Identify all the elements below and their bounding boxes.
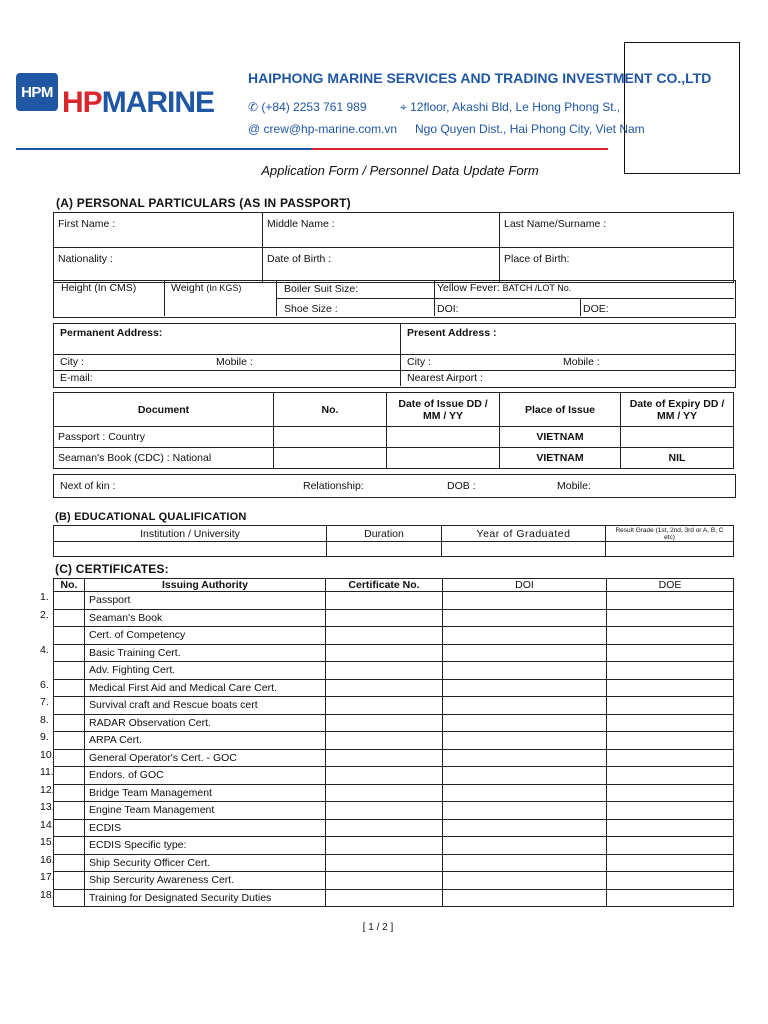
- cert-doi-cell[interactable]: [443, 732, 607, 750]
- cert-header-no: No.: [54, 579, 85, 592]
- company-logo-mark: HPM: [16, 73, 58, 111]
- certificates-table: [53, 578, 734, 907]
- cert-number-cell[interactable]: [326, 889, 443, 907]
- cert-no-cell: [54, 714, 85, 732]
- page-number: [ 1 / 2 ]: [362, 922, 394, 933]
- next-of-kin-box: [53, 474, 736, 498]
- address-line-2: Ngo Quyen Dist., Hai Phong City, Viet Nam: [415, 122, 645, 136]
- cert-doe-cell[interactable]: [607, 889, 734, 907]
- cert-doe-cell[interactable]: [607, 854, 734, 872]
- cert-doi-cell[interactable]: [443, 889, 607, 907]
- present-city-field[interactable]: City :: [407, 356, 431, 368]
- cert-number-cell[interactable]: [326, 592, 443, 610]
- cert-doe-cell[interactable]: [607, 627, 734, 645]
- table-row: [54, 872, 734, 890]
- section-c-heading: (C) CERTIFICATES:: [55, 562, 169, 576]
- cert-row-number: 9.: [40, 731, 49, 743]
- cert-doi-cell[interactable]: [443, 627, 607, 645]
- relationship-field[interactable]: Relationship:: [303, 480, 364, 492]
- physical-details-box: [53, 280, 736, 318]
- cert-row-number: 14.: [40, 818, 55, 831]
- batch-lot-label: BATCH /LOT No.: [502, 283, 572, 293]
- table-row: [54, 802, 734, 820]
- weight-label: Weight: [171, 282, 204, 294]
- cert-no-cell: [54, 767, 85, 785]
- cert-no-cell: [54, 837, 85, 855]
- cert-doe-cell[interactable]: [607, 749, 734, 767]
- edu-header-institution: Institution / University: [54, 526, 327, 542]
- cert-doi-cell[interactable]: [443, 767, 607, 785]
- email-icon: @: [248, 122, 261, 136]
- phone-number: (+84) 2253 761 989: [261, 100, 367, 114]
- mobile-field[interactable]: Mobile :: [216, 356, 253, 368]
- doe-field[interactable]: DOE:: [583, 303, 609, 315]
- passport-expiry-cell[interactable]: [621, 427, 734, 448]
- cert-number-cell[interactable]: [326, 802, 443, 820]
- header-divider-blue: [16, 148, 312, 150]
- cert-header-number: Certificate No.: [326, 579, 443, 592]
- cert-row-number: 11.: [40, 766, 54, 778]
- cert-doi-cell[interactable]: [443, 644, 607, 662]
- cert-doe-cell[interactable]: [607, 802, 734, 820]
- edu-duration-cell[interactable]: [327, 542, 442, 557]
- doc-header-expiry: Date of Expiry DD / MM / YY: [621, 393, 734, 427]
- divider: [164, 280, 165, 316]
- edu-institution-cell[interactable]: [54, 542, 327, 557]
- cert-doi-cell[interactable]: [443, 854, 607, 872]
- table-row: [54, 837, 734, 855]
- cert-number-cell[interactable]: [326, 679, 443, 697]
- cert-no-cell: [54, 662, 85, 680]
- cert-number-cell[interactable]: [326, 837, 443, 855]
- table-row: [54, 784, 734, 802]
- cert-doi-cell[interactable]: [443, 802, 607, 820]
- cert-authority-cell: RADAR Observation Cert.: [85, 714, 326, 732]
- cert-number-cell[interactable]: [326, 784, 443, 802]
- cert-no-cell: [54, 644, 85, 662]
- cert-doe-cell[interactable]: [607, 837, 734, 855]
- table-row: [54, 697, 734, 715]
- cert-row-number: 4.: [40, 643, 49, 656]
- cert-no-cell: [54, 627, 85, 645]
- cert-authority-cell: Ship Sercurity Awareness Cert.: [85, 872, 326, 890]
- cert-header-doe: DOE: [607, 579, 734, 592]
- documents-table: [53, 392, 734, 469]
- cert-row-number: 2.: [40, 608, 49, 621]
- cert-doi-cell[interactable]: [443, 679, 607, 697]
- education-table: [53, 525, 734, 557]
- seaman-book-doc-cell: Seaman's Book (CDC) : National: [54, 448, 274, 469]
- form-title: Application Form / Personnel Data Update Form: [261, 163, 539, 178]
- table-row: [54, 679, 734, 697]
- cert-row-number: 7.: [40, 696, 49, 708]
- address-text-1: 12floor, Akashi Bld, Le Hong Phong St.,: [410, 100, 621, 114]
- section-a-heading: (A) PERSONAL PARTICULARS (AS IN PASSPORT): [56, 196, 351, 210]
- seaman-book-expiry-cell[interactable]: NIL: [621, 448, 734, 469]
- email-field[interactable]: E-mail:: [60, 372, 93, 384]
- cert-no-cell: [54, 854, 85, 872]
- cert-row-number: 6.: [40, 678, 49, 691]
- edu-header-grade: Result Grade (1st, 2nd, 3rd or A, B, C etc): [606, 526, 734, 542]
- table-row: [54, 749, 734, 767]
- weight-field[interactable]: [171, 282, 241, 294]
- cert-no-cell: [54, 679, 85, 697]
- cert-no-cell: [54, 872, 85, 890]
- edu-grade-cell[interactable]: [606, 542, 734, 557]
- cert-doi-cell[interactable]: [443, 714, 607, 732]
- cert-number-cell[interactable]: [326, 609, 443, 627]
- divider: [53, 354, 735, 355]
- cert-number-cell[interactable]: [326, 819, 443, 837]
- nationality-field[interactable]: Nationality :: [54, 248, 263, 283]
- cert-row-number: 18.: [40, 888, 55, 901]
- cert-doe-cell[interactable]: [607, 644, 734, 662]
- kin-mobile-field[interactable]: Mobile:: [557, 480, 591, 492]
- cert-row-number: 1.: [40, 591, 49, 603]
- table-row: [54, 732, 734, 750]
- cert-doi-cell[interactable]: [443, 872, 607, 890]
- place-of-birth-field[interactable]: Place of Birth:: [500, 248, 734, 283]
- cert-number-cell[interactable]: [326, 697, 443, 715]
- cert-authority-cell: Basic Training Cert.: [85, 644, 326, 662]
- cert-number-cell[interactable]: [326, 644, 443, 662]
- header-divider-red: [312, 148, 608, 150]
- brand-marine: MARINE: [101, 86, 215, 119]
- kin-dob-field[interactable]: DOB :: [447, 480, 476, 492]
- edu-year-cell[interactable]: [442, 542, 606, 557]
- cert-doi-cell[interactable]: [443, 749, 607, 767]
- doc-header-issue: Date of Issue DD / MM / YY: [387, 393, 500, 427]
- cert-authority-cell: Adv. Fighting Cert.: [85, 662, 326, 680]
- cert-row-number: 16.: [40, 853, 55, 866]
- cert-authority-cell: Bridge Team Management: [85, 784, 326, 802]
- doc-header-place: Place of Issue: [500, 393, 621, 427]
- cert-doe-cell[interactable]: [607, 819, 734, 837]
- cert-doi-cell[interactable]: [443, 697, 607, 715]
- table-row: [54, 609, 734, 627]
- passport-issue-cell[interactable]: [387, 427, 500, 448]
- cert-no-cell: [54, 732, 85, 750]
- city-field[interactable]: City :: [60, 356, 84, 368]
- cert-no-cell: [54, 697, 85, 715]
- cert-no-cell: [54, 592, 85, 610]
- doi-field[interactable]: DOI:: [437, 303, 459, 315]
- location-pin-icon: ⌖: [400, 100, 407, 114]
- middle-name-field[interactable]: Middle Name :: [263, 213, 500, 248]
- cert-authority-cell: Survival craft and Rescue boats cert: [85, 697, 326, 715]
- cert-doe-cell[interactable]: [607, 872, 734, 890]
- present-address-field[interactable]: Present Address :: [407, 327, 497, 339]
- cert-number-cell[interactable]: [326, 854, 443, 872]
- divider: [276, 298, 734, 299]
- cert-doe-cell[interactable]: [607, 592, 734, 610]
- cert-header-authority: Issuing Authority: [85, 579, 326, 592]
- table-row: [54, 644, 734, 662]
- cert-no-cell: [54, 749, 85, 767]
- present-mobile-field[interactable]: Mobile :: [563, 356, 600, 368]
- email-line: [248, 122, 397, 136]
- table-row: [54, 627, 734, 645]
- divider: [580, 298, 581, 316]
- cert-authority-cell: General Operator's Cert. - GOC: [85, 749, 326, 767]
- yellow-fever-label: Yellow Fever:: [437, 282, 500, 294]
- cert-number-cell[interactable]: [326, 749, 443, 767]
- cert-no-cell: [54, 889, 85, 907]
- permanent-address-field[interactable]: Permanent Address:: [60, 327, 163, 339]
- table-row: [54, 889, 734, 907]
- cert-number-cell[interactable]: [326, 662, 443, 680]
- cert-doe-cell[interactable]: [607, 679, 734, 697]
- cert-no-cell: [54, 609, 85, 627]
- cert-authority-cell: Medical First Aid and Medical Care Cert.: [85, 679, 326, 697]
- photo-box[interactable]: [624, 42, 740, 174]
- passport-place-cell[interactable]: VIETNAM: [500, 427, 621, 448]
- table-row: [54, 714, 734, 732]
- date-of-birth-field[interactable]: Date of Birth :: [263, 248, 500, 283]
- cert-doe-cell[interactable]: [607, 784, 734, 802]
- phone-icon: ✆: [248, 100, 259, 114]
- cert-doe-cell[interactable]: [607, 714, 734, 732]
- shoe-size-field[interactable]: Shoe Size :: [284, 303, 338, 315]
- cert-doe-cell[interactable]: [607, 697, 734, 715]
- cert-doi-cell[interactable]: [443, 592, 607, 610]
- table-row: [54, 542, 734, 557]
- next-of-kin-field[interactable]: Next of kin :: [60, 480, 116, 492]
- cert-row-number: 15.: [40, 836, 55, 848]
- email-address: crew@hp-marine.com.vn: [263, 122, 398, 136]
- cert-row-number: 10.: [40, 748, 55, 761]
- last-name-field[interactable]: Last Name/Surname :: [500, 213, 734, 248]
- height-field[interactable]: Height (In CMS): [61, 282, 137, 294]
- yellow-fever-field[interactable]: [437, 282, 571, 294]
- cert-authority-cell: Training for Designated Security Duties: [85, 889, 326, 907]
- cert-doi-cell[interactable]: [443, 784, 607, 802]
- cert-doe-cell[interactable]: [607, 662, 734, 680]
- cert-authority-cell: Ship Security Officer Cert.: [85, 854, 326, 872]
- table-row: [54, 662, 734, 680]
- cert-authority-cell: Seaman's Book: [85, 609, 326, 627]
- cert-header-doi: DOI: [443, 579, 607, 592]
- nearest-airport-field[interactable]: Nearest Airport :: [407, 372, 483, 384]
- cert-number-cell[interactable]: [326, 767, 443, 785]
- cert-number-cell[interactable]: [326, 872, 443, 890]
- seaman-book-no-cell[interactable]: [274, 448, 387, 469]
- boiler-suit-field[interactable]: Boiler Suit Size:: [284, 283, 359, 295]
- table-row: [54, 854, 734, 872]
- seaman-book-issue-cell[interactable]: [387, 448, 500, 469]
- cert-row-number: 12.: [40, 783, 55, 796]
- doc-header-no: No.: [274, 393, 387, 427]
- cert-no-cell: [54, 819, 85, 837]
- cert-number-cell[interactable]: [326, 627, 443, 645]
- cert-authority-cell: ARPA Cert.: [85, 732, 326, 750]
- seaman-book-place-cell[interactable]: VIETNAM: [500, 448, 621, 469]
- first-name-field[interactable]: First Name :: [54, 213, 263, 248]
- doc-header-document: Document: [54, 393, 274, 427]
- passport-no-cell[interactable]: [274, 427, 387, 448]
- brand-name: [62, 86, 214, 120]
- table-row: [54, 767, 734, 785]
- cert-row-number: 8.: [40, 713, 49, 726]
- divider: [53, 370, 735, 371]
- cert-doi-cell[interactable]: [443, 819, 607, 837]
- cert-authority-cell: Passport: [85, 592, 326, 610]
- cert-authority-cell: ECDIS: [85, 819, 326, 837]
- cert-row-number: 13.: [40, 801, 55, 813]
- cert-row-number: 17.: [40, 871, 55, 883]
- cert-doe-cell[interactable]: [607, 732, 734, 750]
- edu-header-year: Year of Graduated: [442, 526, 606, 542]
- brand-hp: HP: [62, 86, 102, 119]
- personal-names-table: [53, 212, 734, 283]
- cert-doi-cell[interactable]: [443, 609, 607, 627]
- cert-number-cell[interactable]: [326, 714, 443, 732]
- edu-header-duration: Duration: [327, 526, 442, 542]
- cert-authority-cell: Engine Team Management: [85, 802, 326, 820]
- phone-line: [248, 100, 367, 114]
- cert-no-cell: [54, 784, 85, 802]
- passport-doc-cell: Passport : Country: [54, 427, 274, 448]
- cert-authority-cell: Cert. of Competency: [85, 627, 326, 645]
- table-row: [54, 819, 734, 837]
- table-row: [54, 427, 734, 448]
- table-row: [54, 448, 734, 469]
- cert-doe-cell[interactable]: [607, 767, 734, 785]
- cert-doi-cell[interactable]: [443, 662, 607, 680]
- section-b-heading: (B) EDUCATIONAL QUALIFICATION: [55, 511, 247, 523]
- cert-doe-cell[interactable]: [607, 609, 734, 627]
- table-row: [54, 592, 734, 610]
- company-name: HAIPHONG MARINE SERVICES AND TRADING INVESTMENT CO.,LTD: [248, 70, 712, 86]
- address-line-1: [400, 100, 620, 115]
- cert-doi-cell[interactable]: [443, 837, 607, 855]
- cert-authority-cell: Endors. of GOC: [85, 767, 326, 785]
- weight-unit: (In KGS): [206, 283, 242, 293]
- cert-authority-cell: ECDIS Specific type:: [85, 837, 326, 855]
- cert-no-cell: [54, 802, 85, 820]
- cert-number-cell[interactable]: [326, 732, 443, 750]
